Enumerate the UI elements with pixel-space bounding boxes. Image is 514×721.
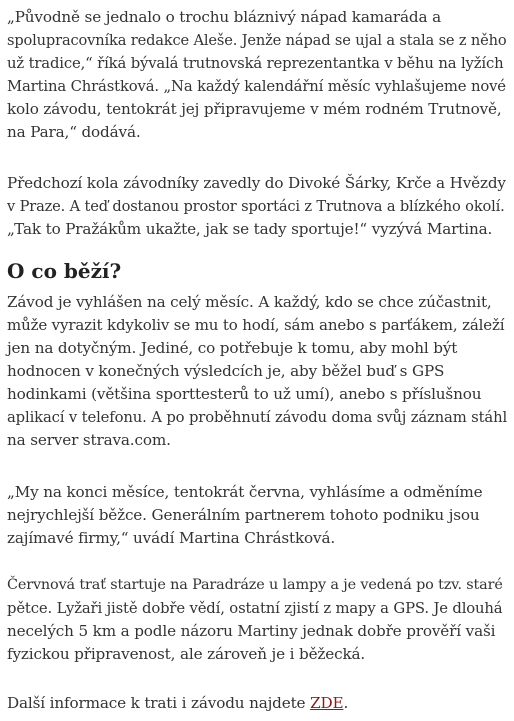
text-line: v Praze. A teď dostanou prostor sportáci z Trutnova a blízkého okolí. bbox=[7, 198, 505, 215]
text-line: Předchozí kola závodníky zavedly do Divoké Šárky, Krče a Hvězdy bbox=[7, 174, 506, 192]
text-line: na server strava.com. bbox=[7, 431, 171, 449]
section-heading: O co běží? bbox=[7, 259, 122, 283]
text-line: hodinkami (většina sporttesterů to už umí), anebo s příslušnou bbox=[7, 385, 482, 403]
more-info-link[interactable]: ZDE bbox=[310, 694, 344, 712]
more-info-period: . bbox=[343, 694, 349, 712]
text-line: jen na dotyčným. Jediné, co potřebuje k tomu, aby mohl být bbox=[7, 339, 458, 357]
text-line: Závod je vyhlášen na celý měsíc. A každý, kdo se chce zúčastnit, bbox=[7, 293, 492, 311]
text-line: kolo závodu, tentokrát jej připravujeme v mém rodném Trutnově, bbox=[7, 100, 502, 118]
text-line: Červnová trať startuje na Paradráze u lampy a je vedená po tzv. staré bbox=[7, 577, 503, 593]
text-line: pětce. Lyžaři jistě dobře vědí, ostatní zjistí z mapy a GPS. Je dlouhá bbox=[7, 600, 503, 617]
paragraph-race-rules bbox=[7, 291, 507, 452]
paragraph-intro bbox=[7, 6, 507, 144]
text-line: zajímavé firmy,“ uvádí Martina Chrástková. bbox=[7, 529, 336, 547]
text-line: „Původně se jednalo o trochu bláznivý nápad kamaráda a bbox=[7, 8, 441, 26]
paragraph-results bbox=[7, 481, 507, 550]
text-line: hodnocen v konečných výsledcích je, aby běžel buď s GPS bbox=[7, 362, 445, 380]
text-line: „Tak to Pražákům ukažte, jak se tady sportuje!“ vyzývá Martina. bbox=[7, 220, 493, 238]
text-line: fyzickou připravenost, ale zároveň je i běžecká. bbox=[7, 645, 366, 663]
text-line bbox=[7, 692, 507, 715]
more-info-text: Další informace k trati i závodu najdete bbox=[7, 694, 311, 712]
text-line: už tradice,“ říká bývalá trutnovská reprezentantka v běhu na lyžích bbox=[7, 55, 504, 72]
text-line: na Para,“ dodává. bbox=[7, 123, 141, 141]
text-line: aplikací v telefonu. A po proběhnutí závodu doma svůj záznam stáhl bbox=[7, 409, 508, 426]
text-line: nejrychlejší běžce. Generálním partnerem tohoto podniku jsou bbox=[7, 506, 480, 524]
text-line: Martina Chrástková. „Na každý kalendářní měsíc vyhlašujeme nové bbox=[7, 78, 506, 95]
text-line: necelých 5 km a podle názoru Martiny jednak dobře prověří vaši bbox=[7, 622, 496, 640]
text-line: spolupracovníka redakce Aleše. Jenže nápad se ujal a stala se z něho bbox=[7, 32, 507, 49]
paragraph-more-info bbox=[7, 692, 507, 715]
paragraph-track bbox=[7, 574, 507, 666]
text-line: může vyrazit kdykoliv se mu to hodí, sám anebo s parťákem, záleží bbox=[7, 316, 505, 334]
paragraph-previous-rounds bbox=[7, 172, 507, 241]
text-line: „My na konci měsíce, tentokrát června, vyhlásíme a odměníme bbox=[7, 483, 483, 501]
